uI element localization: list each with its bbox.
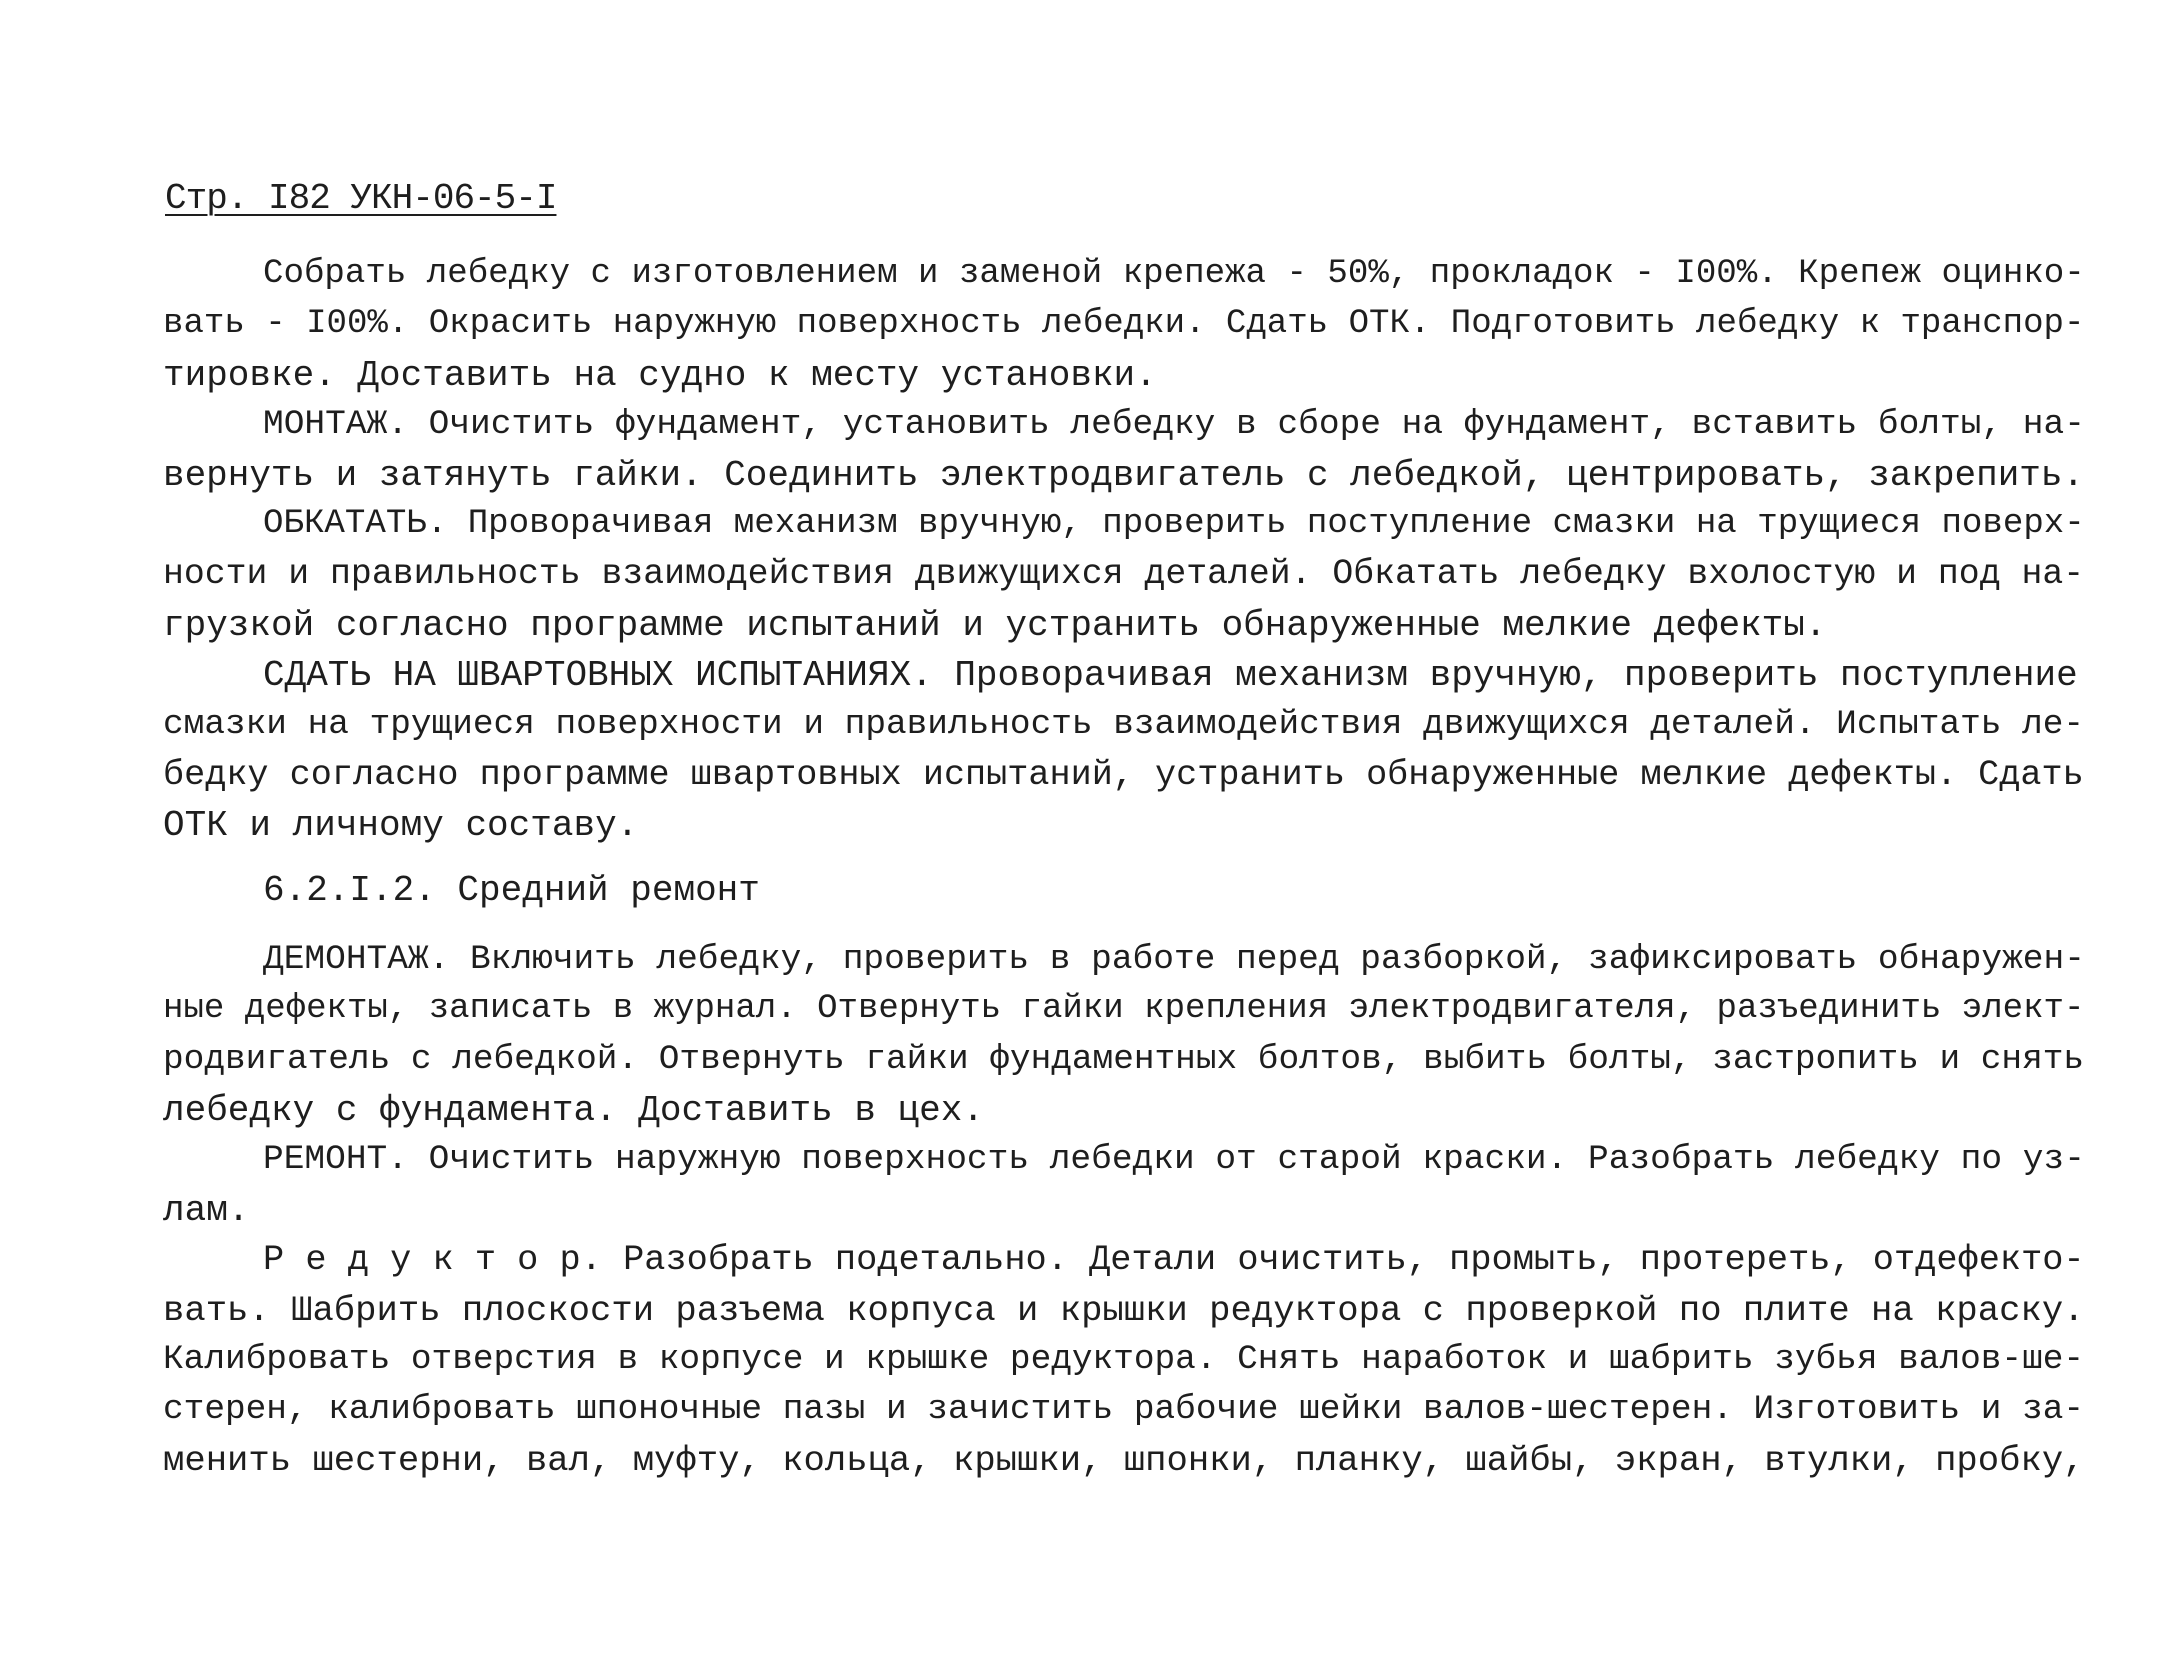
text-line: Р е д у к т о р. Разобрать подетально. Детали очистить, промыть, протереть, отдефекто-: [263, 1240, 2085, 1280]
text-line: грузкой согласно программе испытаний и устранить обнаруженные мелкие дефекты.: [163, 605, 1827, 646]
text-line: ДЕМОНТАЖ. Включить лебедку, проверить в работе перед разборкой, зафиксировать обнаружен-: [263, 940, 2085, 979]
page-header: Стр. I82 УКН-06-5-I: [165, 178, 557, 219]
text-line: ОБКАТАТЬ. Проворачивая механизм вручную, проверить поступление смазки на трущиеся поверх-: [263, 505, 2085, 543]
text-line: МОНТАЖ. Очистить фундамент, установить лебедку в сборе на фундамент, вставить болты, на-: [263, 405, 2085, 444]
text-line: ности и правильность взаимодействия движущихся деталей. Обкатать лебедку вхолостую и под на-: [163, 555, 2085, 594]
text-line: ные дефекты, записать в журнал. Отвернуть гайки крепления электродвигателя, разъединить элект-: [163, 990, 2085, 1028]
text-line: Калибровать отверстия в корпусе и крышке редуктора. Снять наработок и шабрить зубья валов-ше-: [163, 1340, 2085, 1379]
text-line: Собрать лебедку с изготовлением и заменой крепежа - 50%, прокладок - I00%. Крепеж оцинко-: [263, 255, 2085, 293]
section-heading: 6.2.I.2. Средний ремонт: [263, 870, 760, 911]
text-line: РЕМОНТ. Очистить наружную поверхность лебедки от старой краски. Разобрать лебедку по уз-: [263, 1140, 2085, 1179]
text-line: стерен, калибровать шпоночные пазы и зачистить рабочие шейки валов-шестерен. Изготовить и за-: [163, 1390, 2085, 1429]
text-line: лебедку с фундамента. Доставить в цех.: [163, 1090, 984, 1131]
text-line: смазки на трущиеся поверхности и правильность взаимодействия движущихся деталей. Испытать ле-: [163, 705, 2085, 744]
text-line: ОТК и личному составу.: [163, 805, 639, 846]
text-line: тировке. Доставить на судно к месту установки.: [163, 355, 1157, 396]
text-line: СДАТЬ НА ШВАРТОВНЫХ ИСПЫТАНИЯХ. Проворачивая механизм вручную, проверить поступление: [263, 655, 2078, 696]
text-line: менить шестерни, вал, муфту, кольца, крышки, шпонки, планку, шайбы, экран, втулки, пробку,: [163, 1440, 2085, 1481]
text-line: лам.: [163, 1190, 250, 1231]
text-line: вернуть и затянуть гайки. Соединить электродвигатель с лебедкой, центрировать, закрепить.: [163, 455, 2085, 496]
text-line: вать - I00%. Окрасить наружную поверхность лебедки. Сдать ОТК. Подготовить лебедку к транспор-: [163, 305, 2085, 343]
text-line: родвигатель с лебедкой. Отвернуть гайки фундаментных болтов, выбить болты, застропить и снять: [163, 1040, 2085, 1079]
text-line: бедку согласно программе швартовных испытаний, устранить обнаруженные мелкие дефекты. Сдать: [163, 755, 2084, 795]
text-line: вать. Шабрить плоскости разъема корпуса и крышки редуктора с проверкой по плите на краску.: [163, 1290, 2085, 1331]
